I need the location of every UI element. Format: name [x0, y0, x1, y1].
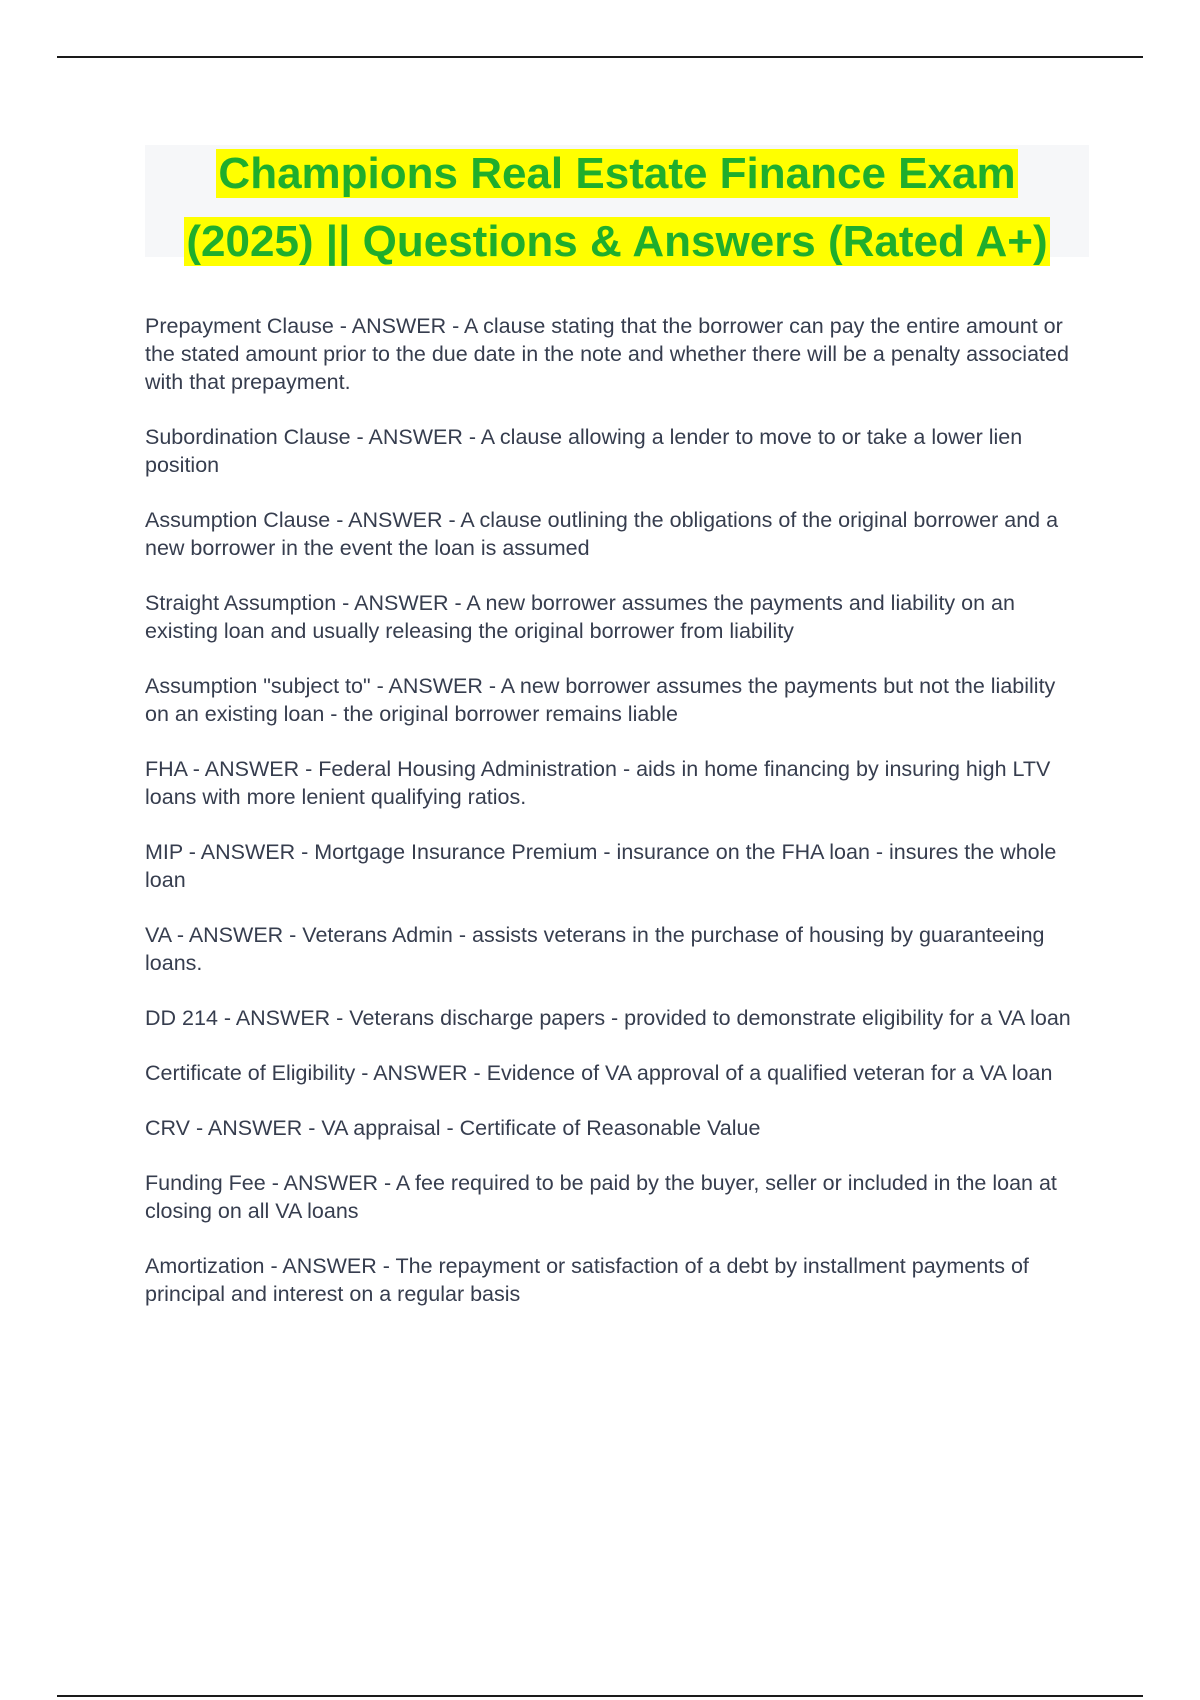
qa-entry-certificate-of-eligibility: Certificate of Eligibility - ANSWER - Evidence of VA approval of a qualified veteran for a VA loan	[145, 1061, 1053, 1085]
qa-entry-fha: FHA - ANSWER - Federal Housing Administration - aids in home financing by insuring high LTV loans with more lenient qualifying ratios.	[145, 757, 1051, 809]
qa-list	[145, 312, 1085, 1335]
qa-entry-va: VA - ANSWER - Veterans Admin - assists veterans in the purchase of housing by guaranteeing loans.	[145, 923, 1045, 975]
qa-entry-dd214: DD 214 - ANSWER - Veterans discharge papers - provided to demonstrate eligibility for a VA loan	[145, 1006, 1071, 1030]
qa-entry-mip: MIP - ANSWER - Mortgage Insurance Premium - insurance on the FHA loan - insures the whole loan	[145, 840, 1057, 892]
qa-entry-subordination-clause: Subordination Clause - ANSWER - A clause allowing a lender to move to or take a lower lien position	[145, 425, 1023, 477]
qa-entry-prepayment-clause: Prepayment Clause - ANSWER - A clause stating that the borrower can pay the entire amount or the stated amount prior to the due date in the note and whether there will be a penalty associated with that prepayment.	[145, 314, 1069, 394]
bottom-rule	[57, 1695, 1143, 1697]
qa-entry-straight-assumption: Straight Assumption - ANSWER - A new borrower assumes the payments and liability on an existing loan and usually releasing the original borrower from liability	[145, 591, 1015, 643]
title-line-2: (2025) || Questions & Answers (Rated A+)	[186, 217, 1048, 266]
qa-entry-funding-fee: Funding Fee - ANSWER - A fee required to be paid by the buyer, seller or included in the loan at closing on all VA loans	[145, 1171, 1057, 1223]
qa-entry-assumption-clause: Assumption Clause - ANSWER - A clause outlining the obligations of the original borrower and a new borrower in the event the loan is assumed	[145, 508, 1059, 560]
document-title	[145, 145, 1089, 266]
qa-entry-amortization: Amortization - ANSWER - The repayment or satisfaction of a debt by installment payments of principal and interest on a regular basis	[145, 1254, 1029, 1306]
top-rule	[57, 56, 1143, 58]
title-line-1: Champions Real Estate Finance Exam	[218, 149, 1016, 198]
qa-entry-crv: CRV - ANSWER - VA appraisal - Certificate of Reasonable Value	[145, 1116, 761, 1140]
qa-entry-assumption-subject-to: Assumption "subject to" - ANSWER - A new borrower assumes the payments but not the liability on an existing loan - the original borrower remains liable	[145, 674, 1056, 726]
